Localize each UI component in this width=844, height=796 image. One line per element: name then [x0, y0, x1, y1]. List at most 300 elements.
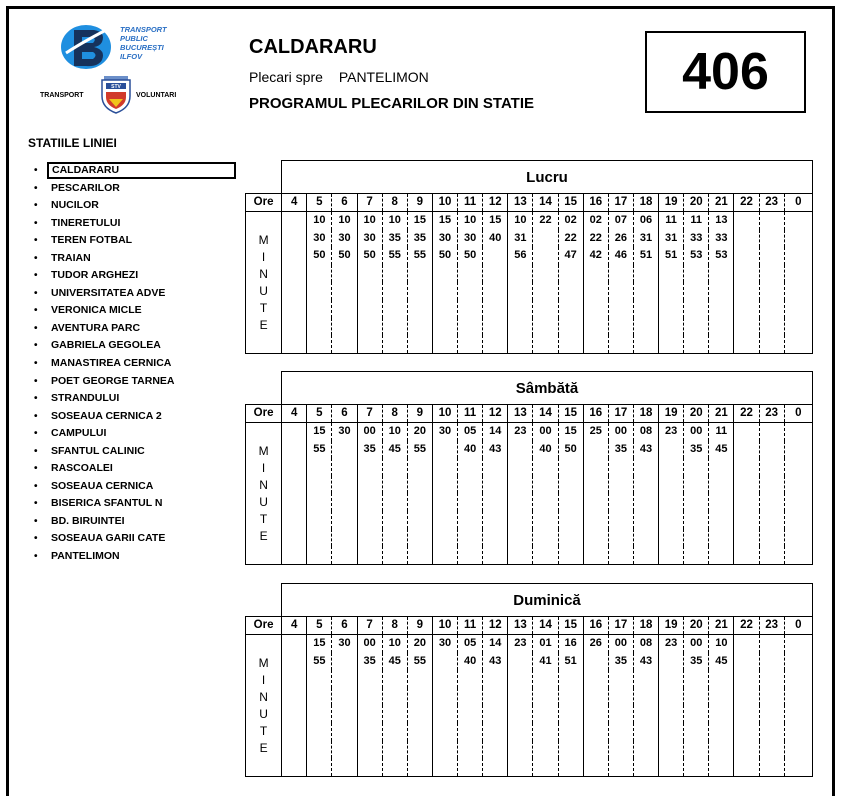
- hour-cell: 4: [282, 194, 307, 212]
- minute-cell: [282, 247, 307, 265]
- minute-cell: [357, 493, 382, 511]
- station-label: AVENTURA PARC: [51, 321, 141, 334]
- minutes-row: [246, 529, 813, 547]
- hour-cell: 13: [508, 617, 533, 635]
- minute-letter: T: [259, 301, 268, 315]
- minute-cell: 20: [407, 635, 432, 653]
- minute-cell: 30: [357, 230, 382, 248]
- minute-cell: 10: [382, 635, 407, 653]
- station-item: [30, 513, 236, 531]
- minute-cell: [583, 529, 608, 547]
- minute-cell: [684, 318, 709, 336]
- minutes-row: [246, 282, 813, 300]
- minute-cell: 15: [307, 423, 332, 441]
- minute-cell: [583, 546, 608, 564]
- station-label: TRAIAN: [51, 251, 91, 264]
- minute-cell: [307, 670, 332, 688]
- minute-cell: [483, 688, 508, 706]
- minute-cell: [332, 335, 357, 353]
- station-item: [30, 390, 236, 408]
- minute-cell: [458, 688, 483, 706]
- minute-cell: [734, 212, 759, 230]
- minute-letter: M: [258, 656, 269, 670]
- minute-cell: [784, 705, 812, 723]
- minute-cell: [659, 476, 684, 494]
- minute-cell: [483, 335, 508, 353]
- minute-cell: [659, 335, 684, 353]
- station-item: [30, 250, 236, 268]
- minute-cell: [659, 723, 684, 741]
- station-item: [30, 548, 236, 566]
- minute-cell: [583, 458, 608, 476]
- minute-letter: U: [259, 284, 268, 298]
- minute-cell: [684, 723, 709, 741]
- minute-cell: [583, 723, 608, 741]
- minute-cell: [382, 688, 407, 706]
- minute-cell: [734, 511, 759, 529]
- minute-letter: E: [259, 529, 268, 543]
- minute-cell: [659, 670, 684, 688]
- minute-cell: [633, 723, 658, 741]
- bullet-icon: •: [34, 445, 38, 457]
- minute-cell: [332, 741, 357, 759]
- minute-cell: [684, 688, 709, 706]
- minute-cell: [659, 758, 684, 776]
- minute-cell: [583, 670, 608, 688]
- minute-cell: [709, 318, 734, 336]
- minute-cell: [458, 723, 483, 741]
- minute-cell: [533, 300, 558, 318]
- minute-cell: [734, 493, 759, 511]
- hour-cell: 0: [784, 405, 812, 423]
- minute-cell: [533, 741, 558, 759]
- hour-cell: 20: [684, 194, 709, 212]
- minute-cell: [734, 670, 759, 688]
- minute-cell: [307, 458, 332, 476]
- minute-cell: 43: [483, 441, 508, 459]
- minute-cell: [332, 476, 357, 494]
- minute-cell: [734, 282, 759, 300]
- minute-cell: 55: [307, 653, 332, 671]
- minute-cell: [282, 511, 307, 529]
- minute-cell: [407, 493, 432, 511]
- program-title: PROGRAMUL PLECARILOR DIN STATIE: [249, 95, 534, 112]
- minute-cell: [633, 458, 658, 476]
- minute-cell: [583, 705, 608, 723]
- hours-row: [246, 617, 813, 635]
- minute-cell: [382, 493, 407, 511]
- minute-cell: [332, 529, 357, 547]
- minute-cell: 55: [407, 653, 432, 671]
- minute-cell: [784, 493, 812, 511]
- minute-cell: [684, 282, 709, 300]
- transport-label: TRANSPORT: [40, 92, 84, 99]
- minute-cell: [508, 476, 533, 494]
- hour-cell: 6: [332, 194, 357, 212]
- stb-logo: [60, 20, 190, 72]
- hour-cell: 23: [759, 405, 784, 423]
- minute-cell: [432, 529, 457, 547]
- minute-cell: [608, 529, 633, 547]
- station-item: [30, 320, 236, 338]
- minute-cell: [633, 318, 658, 336]
- minute-cell: [558, 688, 583, 706]
- minute-cell: [734, 441, 759, 459]
- minute-cell: [432, 300, 457, 318]
- minute-cell: [659, 741, 684, 759]
- minute-cell: [533, 476, 558, 494]
- bullet-icon: •: [34, 375, 38, 387]
- minute-cell: [533, 688, 558, 706]
- minute-cell: [709, 688, 734, 706]
- minute-cell: [709, 300, 734, 318]
- minute-cell: [332, 282, 357, 300]
- hour-cell: 14: [533, 194, 558, 212]
- minute-cell: [458, 318, 483, 336]
- minute-cell: 10: [709, 635, 734, 653]
- minute-cell: [583, 265, 608, 283]
- hour-cell: 11: [458, 405, 483, 423]
- minute-cell: [483, 741, 508, 759]
- minute-cell: [659, 493, 684, 511]
- hour-cell: 14: [533, 617, 558, 635]
- minute-cell: [684, 493, 709, 511]
- minute-cell: [357, 670, 382, 688]
- minute-cell: [483, 458, 508, 476]
- minute-cell: [508, 458, 533, 476]
- minutes-row: [246, 511, 813, 529]
- minute-cell: [508, 282, 533, 300]
- hour-cell: 23: [759, 194, 784, 212]
- minute-cell: 31: [633, 230, 658, 248]
- station-item: [30, 337, 236, 355]
- minute-cell: [709, 282, 734, 300]
- section-title: Sâmbătă: [281, 371, 813, 404]
- minute-cell: [709, 476, 734, 494]
- minute-cell: [407, 265, 432, 283]
- minute-cell: [784, 688, 812, 706]
- plecari-label: Plecari spre: [249, 69, 323, 85]
- minutes-row: [246, 546, 813, 564]
- minute-cell: [508, 758, 533, 776]
- schedule-saturday: [245, 371, 813, 565]
- minute-cell: 10: [357, 212, 382, 230]
- hour-cell: 10: [432, 617, 457, 635]
- minutes-row: [246, 300, 813, 318]
- station-item: [30, 530, 236, 548]
- minute-cell: [558, 723, 583, 741]
- minute-cell: 55: [407, 247, 432, 265]
- minute-cell: [382, 318, 407, 336]
- minute-cell: [282, 688, 307, 706]
- minute-cell: [533, 670, 558, 688]
- hour-cell: 10: [432, 194, 457, 212]
- minute-cell: [382, 476, 407, 494]
- minute-cell: 35: [608, 653, 633, 671]
- minute-cell: [282, 282, 307, 300]
- minute-cell: [558, 493, 583, 511]
- minute-cell: [759, 265, 784, 283]
- minute-cell: [307, 723, 332, 741]
- hour-cell: 11: [458, 617, 483, 635]
- minute-cell: [307, 758, 332, 776]
- bullet-icon: •: [34, 551, 38, 563]
- hour-cell: 23: [759, 617, 784, 635]
- minute-cell: [458, 458, 483, 476]
- minute-cell: [633, 300, 658, 318]
- minute-cell: [558, 282, 583, 300]
- minute-cell: [608, 335, 633, 353]
- minute-cell: [759, 705, 784, 723]
- minute-cell: [508, 265, 533, 283]
- hour-cell: 5: [307, 617, 332, 635]
- bullet-icon: •: [34, 410, 38, 422]
- minute-cell: [483, 758, 508, 776]
- station-label: SFANTUL CALINIC: [51, 444, 145, 457]
- minute-cell: 55: [307, 441, 332, 459]
- minute-cell: 11: [709, 423, 734, 441]
- minute-cell: [759, 247, 784, 265]
- minute-cell: [282, 423, 307, 441]
- minute-cell: [784, 300, 812, 318]
- minute-cell: [709, 546, 734, 564]
- station-label: STRANDULUI: [51, 392, 120, 405]
- station-label: GABRIELA GEGOLEA: [51, 339, 161, 352]
- minute-cell: [357, 546, 382, 564]
- minute-cell: [759, 653, 784, 671]
- minute-cell: [282, 546, 307, 564]
- hour-cell: 5: [307, 194, 332, 212]
- minute-cell: [608, 282, 633, 300]
- minute-cell: [759, 300, 784, 318]
- minute-cell: [709, 493, 734, 511]
- hour-cell: 13: [508, 405, 533, 423]
- minute-cell: [583, 758, 608, 776]
- minute-cell: [558, 265, 583, 283]
- minute-cell: [458, 493, 483, 511]
- minute-cell: [282, 493, 307, 511]
- bullet-icon: •: [34, 235, 38, 247]
- minute-cell: [407, 758, 432, 776]
- minute-cell: 50: [307, 247, 332, 265]
- station-item: [30, 495, 236, 513]
- minute-cell: [734, 705, 759, 723]
- minute-cell: [709, 511, 734, 529]
- minute-cell: [759, 212, 784, 230]
- minute-cell: [659, 705, 684, 723]
- minute-cell: [784, 723, 812, 741]
- hour-cell: 17: [608, 194, 633, 212]
- minute-cell: [533, 511, 558, 529]
- minute-cell: [583, 282, 608, 300]
- minute-cell: [633, 282, 658, 300]
- minutes-row: [246, 688, 813, 706]
- minute-cell: [382, 511, 407, 529]
- minute-cell: 10: [508, 212, 533, 230]
- minute-cell: [633, 493, 658, 511]
- minute-cell: [282, 758, 307, 776]
- minute-cell: [432, 511, 457, 529]
- minute-cell: [508, 529, 533, 547]
- minute-cell: 00: [357, 635, 382, 653]
- hour-cell: 7: [357, 194, 382, 212]
- minute-cell: [709, 741, 734, 759]
- minutes-row: [246, 653, 813, 671]
- minute-cell: [508, 653, 533, 671]
- minute-cell: [784, 212, 812, 230]
- minute-cell: 43: [483, 653, 508, 671]
- minute-cell: [759, 635, 784, 653]
- transport-voluntari-logo: [40, 74, 190, 116]
- minute-cell: [558, 546, 583, 564]
- minute-cell: [608, 493, 633, 511]
- minute-cell: 40: [458, 441, 483, 459]
- minute-letter: U: [259, 495, 268, 509]
- bullet-icon: •: [34, 498, 38, 510]
- bullet-icon: •: [34, 165, 38, 176]
- minute-cell: [633, 476, 658, 494]
- minutes-row: [246, 741, 813, 759]
- minute-cell: [483, 723, 508, 741]
- minute-cell: [508, 511, 533, 529]
- voluntari-label: VOLUNTARI: [136, 92, 177, 99]
- minute-cell: [483, 476, 508, 494]
- minute-cell: [659, 282, 684, 300]
- minute-cell: [432, 282, 457, 300]
- bullet-icon: •: [34, 217, 38, 229]
- minute-letter: N: [259, 690, 268, 704]
- minutes-row: [246, 705, 813, 723]
- minute-cell: 20: [407, 423, 432, 441]
- minute-cell: [407, 458, 432, 476]
- minute-cell: [432, 688, 457, 706]
- minute-cell: 00: [684, 423, 709, 441]
- hour-cell: 21: [709, 194, 734, 212]
- minute-cell: [583, 300, 608, 318]
- minute-cell: [659, 441, 684, 459]
- minute-cell: 22: [533, 212, 558, 230]
- minute-cell: [407, 741, 432, 759]
- minute-cell: [533, 282, 558, 300]
- minute-cell: [508, 300, 533, 318]
- minutes-row: [246, 458, 813, 476]
- minute-cell: [684, 458, 709, 476]
- minute-cell: [759, 529, 784, 547]
- minutes-row: [246, 318, 813, 336]
- minute-cell: 05: [458, 635, 483, 653]
- station-label: UNIVERSITATEA ADVE: [51, 286, 166, 299]
- minute-cell: [282, 212, 307, 230]
- hour-cell: 19: [659, 405, 684, 423]
- minutes-row: [246, 423, 813, 441]
- minute-cell: [759, 335, 784, 353]
- minute-cell: [458, 300, 483, 318]
- minute-cell: [332, 318, 357, 336]
- minute-cell: 35: [407, 230, 432, 248]
- minute-cell: 42: [583, 247, 608, 265]
- minute-cell: 35: [382, 230, 407, 248]
- hour-cell: 4: [282, 405, 307, 423]
- minute-cell: [633, 758, 658, 776]
- minute-cell: 35: [357, 653, 382, 671]
- minute-cell: 47: [558, 247, 583, 265]
- minute-letter: I: [261, 673, 266, 687]
- minute-cell: [558, 318, 583, 336]
- hour-cell: 20: [684, 405, 709, 423]
- hours-row: [246, 405, 813, 423]
- minute-cell: [458, 529, 483, 547]
- minute-cell: [684, 529, 709, 547]
- minute-cell: [659, 529, 684, 547]
- bullet-icon: •: [34, 287, 38, 299]
- minute-cell: [659, 546, 684, 564]
- station-label: BISERICA SFANTUL N: [51, 497, 163, 510]
- departures-towards: [249, 69, 429, 85]
- minute-cell: [282, 318, 307, 336]
- minute-letter: N: [259, 478, 268, 492]
- minute-letter: T: [259, 512, 268, 526]
- hour-cell: 0: [784, 617, 812, 635]
- minute-cell: [784, 335, 812, 353]
- minute-cell: 46: [608, 247, 633, 265]
- minute-cell: [709, 529, 734, 547]
- minute-cell: [533, 318, 558, 336]
- minute-cell: [357, 476, 382, 494]
- minute-cell: [759, 723, 784, 741]
- hour-cell: 6: [332, 405, 357, 423]
- minute-cell: [759, 511, 784, 529]
- minute-cell: [382, 546, 407, 564]
- minute-cell: [734, 318, 759, 336]
- station-item: [30, 162, 236, 180]
- station-name: CALDARARU: [249, 36, 377, 58]
- minute-cell: [784, 247, 812, 265]
- minute-cell: [458, 758, 483, 776]
- station-item: [30, 460, 236, 478]
- minute-cell: 15: [407, 212, 432, 230]
- minute-cell: 30: [432, 635, 457, 653]
- minute-letter: N: [259, 267, 268, 281]
- minute-cell: [407, 705, 432, 723]
- minute-cell: 40: [458, 653, 483, 671]
- minute-cell: [307, 741, 332, 759]
- minute-cell: [407, 511, 432, 529]
- hour-cell: 12: [483, 194, 508, 212]
- minute-cell: 01: [533, 635, 558, 653]
- hour-cell: 9: [407, 194, 432, 212]
- voluntari-crest-icon: [100, 74, 132, 114]
- minute-cell: [307, 318, 332, 336]
- station-label: BD. BIRUINTEI: [51, 514, 125, 527]
- minute-cell: 26: [608, 230, 633, 248]
- line-number-box: [645, 31, 806, 113]
- minute-cell: [583, 493, 608, 511]
- minute-cell: [508, 493, 533, 511]
- minute-cell: 55: [407, 441, 432, 459]
- minute-cell: [307, 476, 332, 494]
- minute-cell: [508, 670, 533, 688]
- minute-cell: 16: [558, 635, 583, 653]
- minute-cell: [332, 653, 357, 671]
- hour-cell: 16: [583, 405, 608, 423]
- minute-cell: [784, 458, 812, 476]
- station-item: [30, 232, 236, 250]
- minute-cell: [684, 300, 709, 318]
- station-item: [30, 302, 236, 320]
- minute-cell: [734, 335, 759, 353]
- minutes-row: [246, 212, 813, 230]
- minute-cell: [407, 529, 432, 547]
